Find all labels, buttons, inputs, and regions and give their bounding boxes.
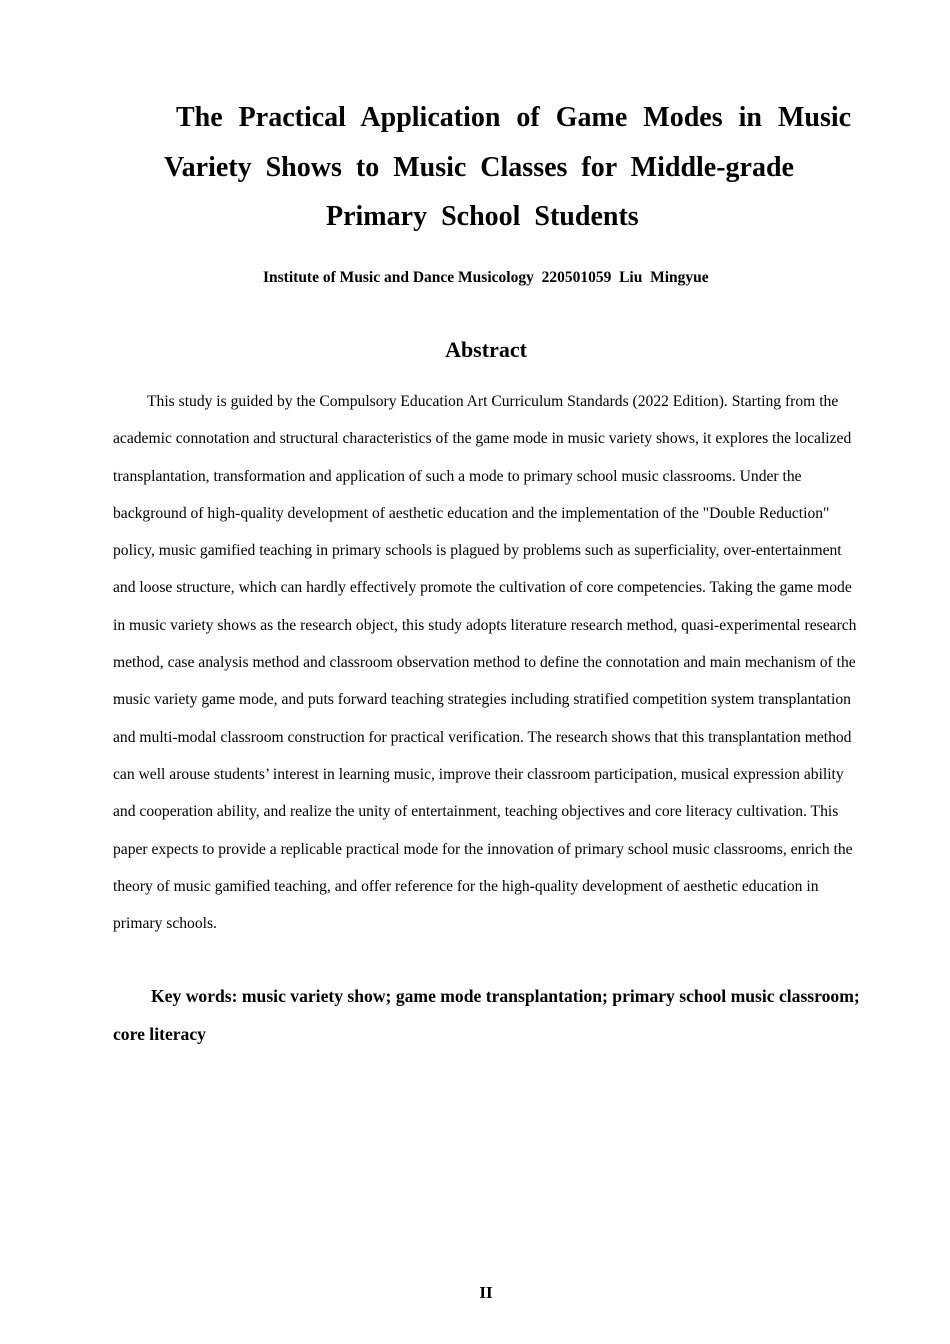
paper-title-line-3: Primary School Students xyxy=(326,201,639,232)
keywords xyxy=(113,977,873,1053)
author-affiliation: Institute of Music and Dance Musicology 220501059 Liu Mingyue xyxy=(263,269,709,286)
paper-title-line-1: The Practical Application of Game Modes in Music xyxy=(176,102,852,133)
paper-title xyxy=(100,93,870,242)
keywords-text: Key words: music variety show; game mode transplantation; primary school music classroom; core literacy xyxy=(113,986,860,1044)
abstract-body xyxy=(113,383,861,942)
page-number: II xyxy=(479,1283,493,1302)
abstract-text: This study is guided by the Compulsory Education Art Curriculum Standards (2022 Edition). Starting from the academic connotation and structural characteristics of the game mode in music variety shows, it explores the localized transplantation, transformation and application of such a mode to primary school music classrooms. Under the background of high-quality development of aesthetic education and the implementation of the "Double Reduction" policy, music gamified teaching in primary schools is plagued by problems such as superficiality, over-entertainment and loose structure, which can hardly effectively promote the cultivation of core competencies. Taking the game mode in music variety shows as the research object, this study adopts literature research method, quasi-experimental research method, case analysis method and classroom observation method to define the connotation and main mechanism of the music variety game mode, and puts forward teaching strategies including stratified competition system transplantation and multi-modal classroom construction for practical verification. The research shows that this transplantation method can well arouse students’ interest in learning music, improve their classroom participation, musical expression ability and cooperation ability, and realize the unity of entertainment, teaching objectives and core literacy cultivation. This paper expects to provide a replicable practical mode for the innovation of primary school music classrooms, enrich the theory of music gamified teaching, and offer reference for the high-quality development of aesthetic education in primary schools. xyxy=(113,393,857,933)
paper-title-line-2: Variety Shows to Music Classes for Middle-grade xyxy=(164,151,794,183)
abstract-heading: Abstract xyxy=(445,337,527,362)
